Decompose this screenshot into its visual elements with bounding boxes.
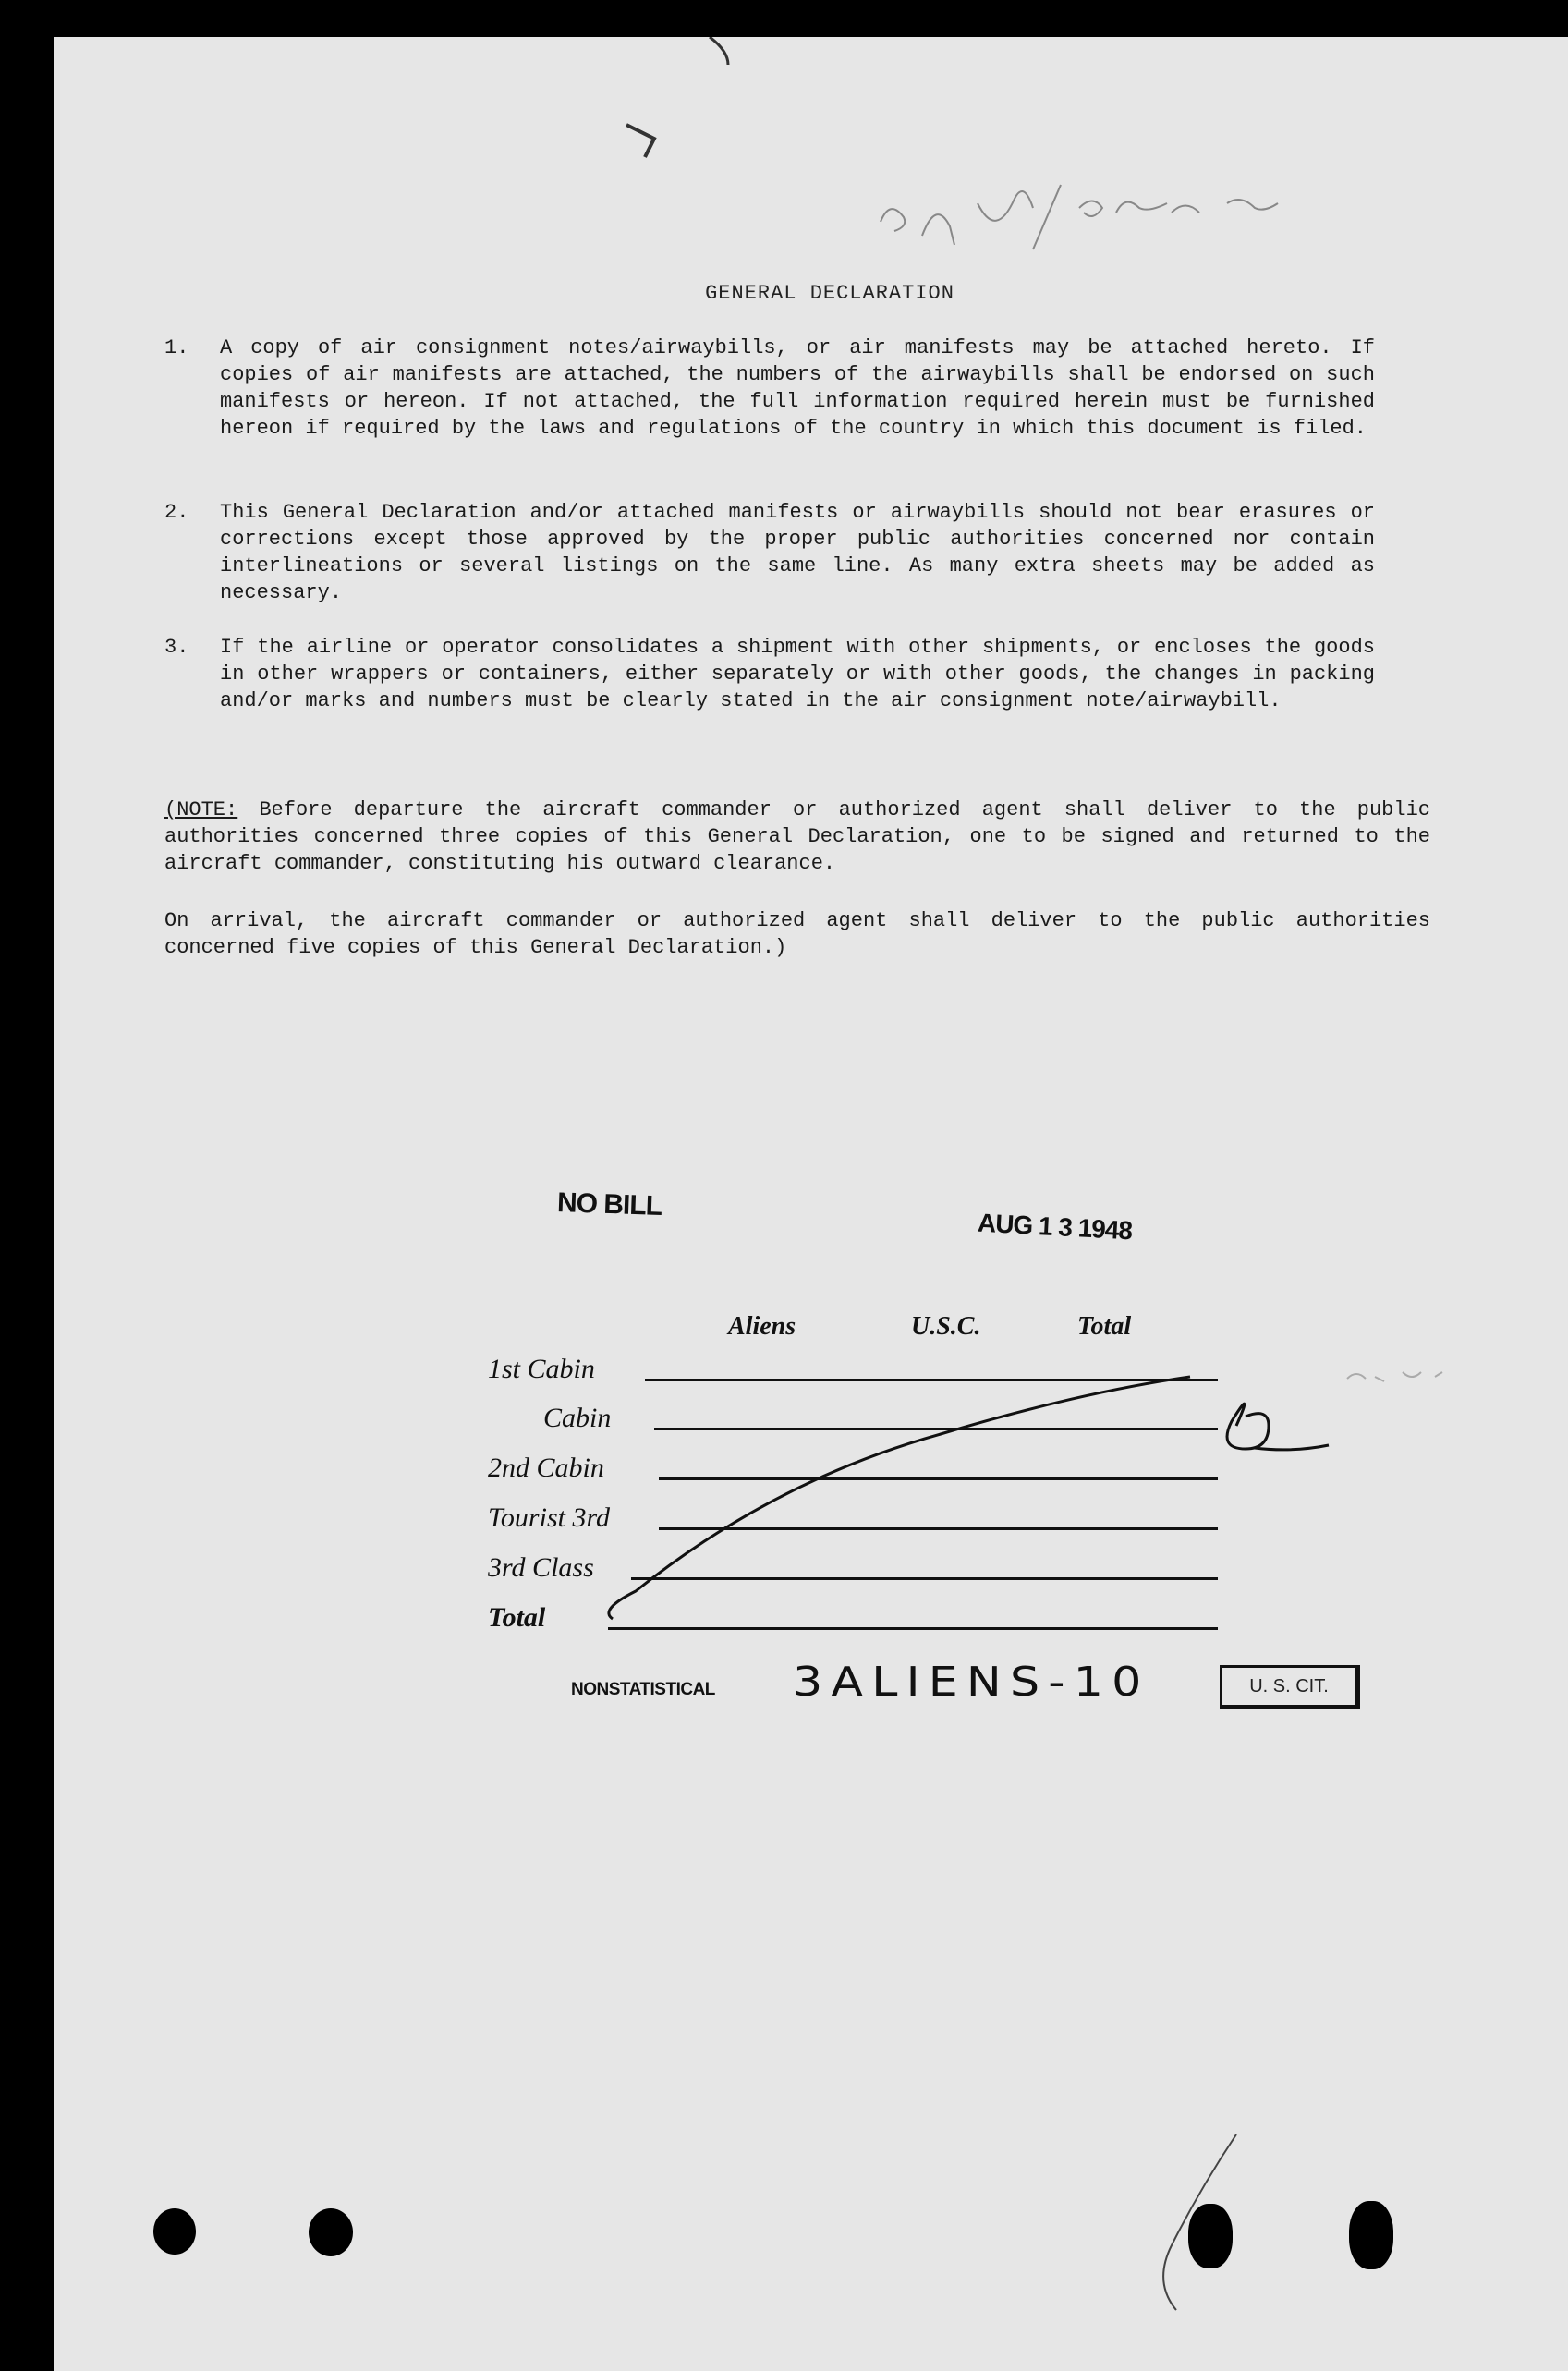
note-label: (NOTE:	[164, 798, 238, 821]
row-label-1st-cabin: 1st Cabin	[488, 1354, 595, 1384]
column-header-usc: U.S.C.	[911, 1312, 981, 1341]
row-label-3rd-class: 3rd Class	[488, 1552, 594, 1583]
document-page	[54, 37, 1568, 2371]
list-item-2	[164, 499, 1375, 606]
handwritten-aliens-note: 3ALIENS-10	[793, 1659, 1150, 1706]
column-header-total: Total	[1077, 1312, 1132, 1341]
punch-hole	[1349, 2201, 1393, 2269]
punch-hole	[153, 2208, 196, 2255]
punch-hole	[309, 2208, 353, 2256]
date-stamp: AUG 1 3 1948	[977, 1208, 1133, 1246]
item-number: 3.	[164, 636, 189, 659]
item-text: A copy of air consignment notes/airwaybills, or air manifests may be attached hereto. If copies of air manifests are attached, the numbers of the airwaybills shall be endorsed on such manifests or hereon. If not attached, the full information required herein must be furnished hereon if required by the laws and regulations of the country in which this document is filed.	[220, 336, 1375, 440]
row-line	[659, 1527, 1218, 1530]
note-text: Before departure the aircraft commander or authorized agent shall deliver to the public authorities concerned three copies of this General Declaration, one to be signed and returned to the aircraft commander, constituting his outward clearance.	[164, 798, 1430, 875]
row-label-tourist-3rd: Tourist 3rd	[488, 1502, 611, 1533]
row-line	[631, 1577, 1218, 1580]
row-line	[659, 1477, 1218, 1480]
row-label-2nd-cabin: 2nd Cabin	[488, 1453, 604, 1483]
top-handwriting-marks	[54, 37, 1568, 370]
no-bill-stamp: NO BILL	[556, 1187, 662, 1222]
row-line	[608, 1627, 1218, 1630]
row-line	[645, 1379, 1218, 1381]
punch-hole	[1188, 2204, 1233, 2268]
row-line	[654, 1428, 1218, 1430]
nonstatistical-label: NONSTATISTICAL	[571, 1680, 715, 1699]
item-number: 1.	[164, 336, 189, 359]
item-number: 2.	[164, 501, 189, 524]
row-label-total: Total	[488, 1602, 546, 1633]
column-header-aliens: Aliens	[728, 1312, 796, 1341]
item-text: If the airline or operator consolidates a shipment with other shipments, or encloses the goods in other wrappers or containers, either separately or with other goods, the changes in packing and/or marks and numbers must be clearly stated in the air consignment note/airwaybill.	[220, 636, 1375, 712]
list-item-3	[164, 634, 1375, 714]
document-title: GENERAL DECLARATION	[705, 282, 954, 305]
note-paragraph	[164, 796, 1430, 877]
list-item-1	[164, 334, 1375, 442]
arrival-paragraph: On arrival, the aircraft commander or authorized agent shall deliver to the public authorities concerned five copies of this General Declaration.)	[164, 909, 1430, 959]
us-cit-stamp-box: U. S. CIT.	[1220, 1665, 1360, 1709]
row-label-cabin: Cabin	[543, 1403, 612, 1433]
item-text: This General Declaration and/or attached manifests or airwaybills should not bear erasures or corrections except those approved by the proper public authorities concerned nor contain interlineations or several listings on the same line. As many extra sheets may be added as necessary.	[220, 501, 1375, 604]
